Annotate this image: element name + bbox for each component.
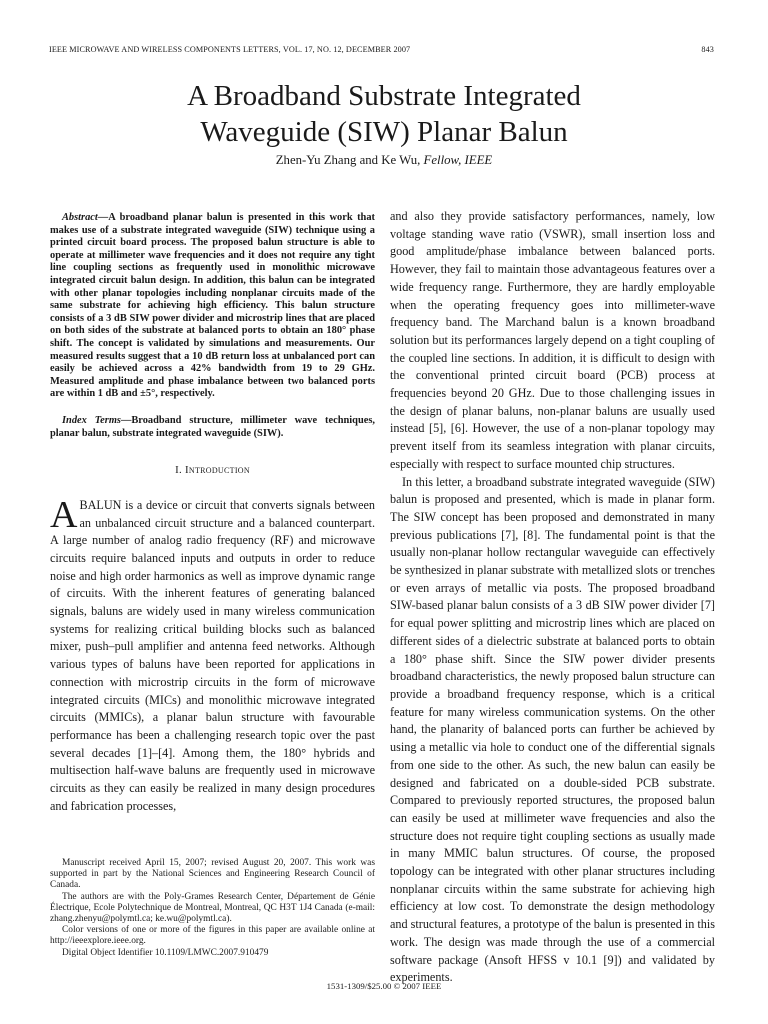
drop-cap: A (50, 493, 78, 536)
footnote-manuscript: Manuscript received April 15, 2007; revised August 20, 2007. This work was supported in part by the National Sciences and Engineering Research Council of Canada. (50, 858, 375, 891)
author-names: Zhen-Yu Zhang and Ke Wu, (275, 153, 421, 167)
running-head (49, 45, 714, 54)
section-title: Introduction (184, 464, 250, 477)
page-number: 843 (701, 45, 714, 54)
copyright-footer: 1531-1309/$25.00 © 2007 IEEE (326, 981, 442, 991)
section-number: I. (175, 464, 182, 477)
footnote-affiliation: The authors are with the Poly-Grames Research Center, Département de Génie Électrique, Ecole Polytechnique de Montreal, Montreal, QC H3T 1J4 Canada (e-mail: zhang.zhenyu@polymtl.ca; ke.wu@polymtl.ca). (50, 891, 375, 925)
abstract (50, 212, 375, 401)
title-line-2: Waveguide (SIW) Planar Balun (200, 116, 568, 148)
section-heading (50, 462, 375, 480)
right-column (390, 208, 715, 987)
index-terms-label: Index Terms (62, 414, 121, 426)
title-line-1: A Broadband Substrate Integrated (187, 80, 581, 112)
author-title: Fellow, IEEE (423, 153, 493, 167)
footnote-doi: Digital Object Identifier 10.1109/LMWC.2007.910479 (62, 947, 269, 958)
abstract-label: Abstract (62, 212, 98, 223)
index-terms (50, 415, 375, 440)
intro-paragraph-1-text: BALUN is a device or circuit that converts signals between an unbalanced circuit structure and a balanced counterpart. A large number of analog radio frequency (RF) and microwave circuits require balanced inputs and outputs in order to reduce noise and high order harmonics as well as improve dynamic range of circuits. With the inherent features of generating balanced signals, baluns are widely used in many wireless communication systems for realizing critical building blocks such as balanced mixer, push–pull amplifier and antenna feed networks. Although various types of baluns have been reported for applications in connection with microstrip circuits in the form of microwave integrated circuits (MICs) and monolithic microwave integrated circuits (MMICs), a planar balun structure with favourable performance has been a challenging research topic over the past several decades [1]–[4]. Among them, the 180° hybrids and multisection half-wave baluns are frequently used in microwave circuits as they can easily be realized in many design procedures and fabrication processes, (50, 497, 375, 813)
footnote-color: Color versions of one or more of the figures in this paper are available online at http://ieeexplore.ieee.org. (50, 925, 375, 947)
left-column (50, 212, 375, 815)
intro-paragraph-2: In this letter, a broadband substrate integrated waveguide (SIW) balun is proposed and presented, which is made in planar form. The SIW concept has been proposed and demonstrated in many previous publications [7], [8]. The fundamental point is that the usually non-planar hollow rectangular waveguide can effectively be synthesized in planar substrate with metallized slots or trenches or even arrays of metallic via posts. The proposed broadband SIW-based planar balun consists of a 3 dB SIW power divider [7] for equal power splitting and microstrip lines which are placed on different sides of a dielectric substrate at balanced ports to obtain a 180° phase shift. Since the SIW power divider presents broadband characteristics, the newly proposed balun structure can provide a broadband frequency response, which is a critical feature for many wireless communication systems. On the other hand, the planarity of balanced ports can further be achieved by using a metallic via hole to conduct one of the differential signals from one side to the other. As such, the new balun can easily be designed and fabricated on a double-sided PCB substrate. Compared to previously reported structures, the proposed balun can easily be used at millimeter wave frequencies and also the structure does not require tight coupling sections as usually made in many MMIC balun structures. Of course, the proposed topology can be integrated with other planar structures including nonplanar circuits within the same substrate for achieving high efficiency at low cost. To demonstrate the design methodology and structural features, a prototype of the balun is presented in this work. The design was made through the use of a commercial software package (Ansoft HFSS v 10.1 [9]) and validated by experiments. (390, 474, 715, 985)
intro-paragraph-1-continued: and also they provide satisfactory performances, namely, low voltage standing wave ratio (VSWR), small insertion loss and good amplitude/phase imbalance between balanced ports. However, they fail to maintain those advantageous features over a wide frequency range. Furthermore, they are hardly employable when the operating frequency goes into millimeter-wave frequency band. The Marchand balun is a known broadband solution but its performances largely depend on a tight coupling of the coupled line sections. In addition, it is difficult to design with the conventional printed circuit board (PCB) process at frequencies beyond 20 GHz. Due to those challenging issues in the design of planar baluns, non-planar baluns are usually used instead [5], [6]. However, the use of a non-planar topology may prevent itself from its seamless integration with planar circuits, especially with respect to surface mounted chip structures. (390, 209, 715, 471)
paper-title (0, 78, 768, 150)
intro-paragraph-1 (50, 493, 375, 816)
abstract-text: —A broadband planar balun is presented in this work that makes use of a substrate integrated waveguide (SIW) technique using a printed circuit board process. The proposed balun structure is able to operate at millimeter wave frequencies and it does not require any tight line coupling sections as frequently used in monolithic microwave integrated circuit balun design. In addition, this balun can be integrated with other planar topologies including nonplanar circuits made of the same substrate for achieving high efficiency. This balun structure consists of a 3 dB SIW power divider and microstrip lines that are placed on both sides of the substrate at balanced ports to obtain an 180° phase shift. The concept is validated by simulations and measurements. Our measured results suggest that a 10 dB return loss at unbalanced port can easily be achieved across a 42% bandwidth from 19 to 29 GHz. Measured amplitude and phase imbalance between two balanced ports are within 1 dB and ±5°, respectively. (50, 212, 375, 400)
index-terms-text: —Broadband structure, millimeter wave techniques, planar balun, substrate integrated waveguide (SIW). (50, 414, 375, 439)
journal-name: IEEE MICROWAVE AND WIRELESS COMPONENTS LETTERS, VOL. 17, NO. 12, DECEMBER 2007 (49, 45, 411, 54)
author-line (0, 153, 768, 168)
footnotes (50, 858, 375, 959)
